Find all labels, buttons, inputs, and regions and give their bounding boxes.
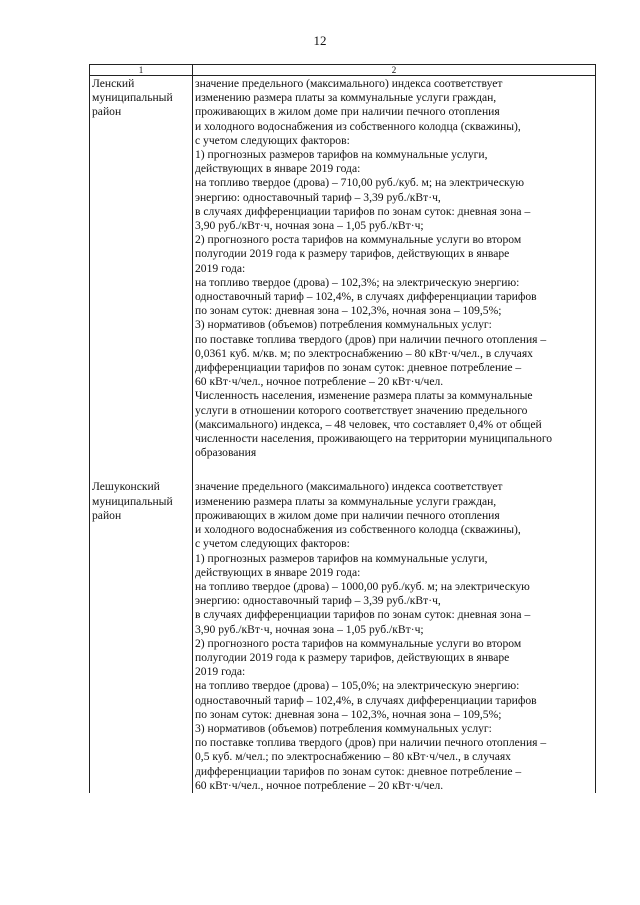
text-line: значение предельного (максимального) индекса соответствует — [195, 480, 503, 494]
region-name-line: Ленский — [92, 77, 135, 90]
region-name-line: район — [92, 105, 122, 119]
text-line: проживающих в жилом доме при наличии печного отопления — [195, 105, 500, 119]
text-line: изменению размера платы за коммунальные услуги граждан, — [195, 91, 497, 105]
text-line: 3) нормативов (объемов) потребления коммунальных услуг: — [195, 318, 492, 332]
text-line: 0,5 куб. м/чел.; по электроснабжению – 80 кВт·ч/чел., в случаях — [195, 750, 511, 764]
text-line: 3) нормативов (объемов) потребления коммунальных услуг: — [195, 721, 492, 735]
region-name-line: Лешуконский — [92, 480, 160, 494]
text-line: с учетом следующих факторов: — [195, 133, 350, 147]
column-header-1: 1 — [90, 65, 193, 76]
text-line: с учетом следующих факторов: — [195, 537, 350, 551]
description-cell — [193, 478, 596, 792]
text-line: и холодного водоснабжения из собственного колодца (скважины), — [195, 523, 521, 537]
text-line: 2019 года: — [195, 665, 246, 679]
text-line: на топливо твердое (дрова) – 710,00 руб./куб. м; на электрическую — [195, 176, 524, 190]
text-line: и холодного водоснабжения из собственного колодца (скважины), — [195, 119, 521, 133]
region-name-line: муниципальный — [92, 91, 173, 105]
text-line: энергию: одноставочный тариф – 3,39 руб./кВт·ч, — [195, 594, 441, 608]
text-line: полугодии 2019 года к размеру тарифов, действующих в январе — [195, 247, 510, 261]
text-line: 0,0361 куб. м/кв. м; по электроснабжению – 80 кВт·ч/чел., в случаях — [195, 346, 533, 360]
text-line: 1) прогнозных размеров тарифов на коммунальные услуги, — [195, 551, 488, 565]
tariff-index-table — [89, 64, 596, 793]
text-line: 3,90 руб./кВт·ч, ночная зона – 1,05 руб./кВт·ч; — [195, 219, 424, 233]
region-cell — [90, 478, 193, 792]
text-line: изменению размера платы за коммунальные услуги граждан, — [195, 494, 497, 508]
region-name — [92, 480, 190, 523]
text-line: дифференциации тарифов по зонам суток: дневное потребление – — [195, 361, 522, 375]
region-name — [92, 77, 190, 120]
text-line: по зонам суток: дневная зона – 102,3%, ночная зона – 109,5%; — [195, 304, 502, 318]
text-line: на топливо твердое (дрова) – 102,3%; на электрическую энергию: — [195, 275, 520, 289]
region-name-line: муниципальный — [92, 494, 173, 508]
page-number: 12 — [313, 33, 327, 48]
text-line: по поставке топлива твердого (дров) при наличии печного отопления – — [195, 736, 547, 750]
region-cell — [90, 76, 193, 479]
text-line: по зонам суток: дневная зона – 102,3%, ночная зона – 109,5%; — [195, 707, 502, 721]
text-line: 1) прогнозных размеров тарифов на коммунальные услуги, — [195, 148, 488, 162]
text-line: 2019 года: — [195, 261, 246, 275]
text-line: численности населения, проживающего на территории муниципального — [195, 432, 553, 446]
text-line: значение предельного (максимального) индекса соответствует — [195, 77, 503, 90]
text-line: (максимального) индекса, – 48 человек, что составляет 0,4% от общей — [195, 417, 542, 431]
text-line: в случаях дифференциации тарифов по зонам суток: дневная зона – — [195, 204, 531, 218]
text-line: по поставке топлива твердого (дров) при наличии печного отопления – — [195, 332, 547, 346]
text-line: на топливо твердое (дрова) – 105,0%; на электрическую энергию: — [195, 679, 520, 693]
text-line: Численность населения, изменение размера платы за коммунальные — [195, 389, 533, 403]
text-line: образования — [195, 446, 257, 460]
text-line: дифференциации тарифов по зонам суток: дневное потребление – — [195, 764, 522, 778]
text-line: действующих в январе 2019 года: — [195, 162, 361, 176]
text-line: действующих в январе 2019 года: — [195, 565, 361, 579]
text-line: энергию: одноставочный тариф – 3,39 руб./кВт·ч, — [195, 190, 441, 204]
text-line: услуги в отношении которого соответствует значению предельного — [195, 403, 528, 417]
text-line: 3,90 руб./кВт·ч, ночная зона – 1,05 руб./кВт·ч; — [195, 622, 424, 636]
text-line: в случаях дифференциации тарифов по зонам суток: дневная зона – — [195, 608, 531, 622]
text-line: одноставочный тариф – 102,4%, в случаях дифференциации тарифов — [195, 290, 537, 304]
column-number-header-row — [90, 65, 596, 76]
text-line: 60 кВт·ч/чел., ночное потребление – 20 кВт·ч/чел. — [195, 375, 444, 389]
column-header-2: 2 — [193, 65, 596, 76]
table-row-lensky — [90, 76, 596, 479]
text-line: на топливо твердое (дрова) – 1000,00 руб./куб. м; на электрическую — [195, 579, 530, 593]
text-line: проживающих в жилом доме при наличии печного отопления — [195, 508, 500, 522]
text-line: 60 кВт·ч/чел., ночное потребление – 20 кВт·ч/чел. — [195, 778, 444, 792]
description-cell — [193, 76, 596, 479]
text-line: полугодии 2019 года к размеру тарифов, действующих в январе — [195, 650, 510, 664]
text-line: одноставочный тариф – 102,4%, в случаях дифференциации тарифов — [195, 693, 537, 707]
text-line: 2) прогнозного роста тарифов на коммунальные услуги во втором — [195, 233, 522, 247]
text-line: 2) прогнозного роста тарифов на коммунальные услуги во втором — [195, 636, 522, 650]
table-row-leshukonsky — [90, 478, 596, 792]
region-name-line: район — [92, 508, 122, 522]
